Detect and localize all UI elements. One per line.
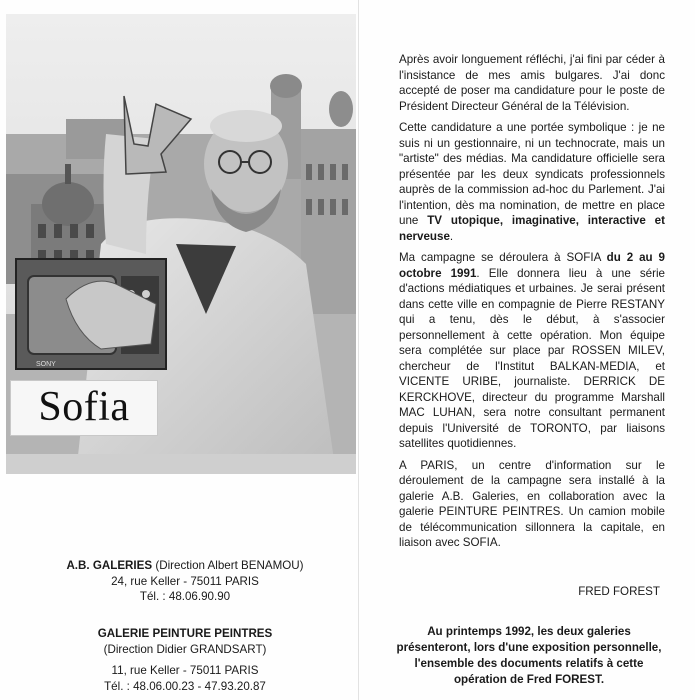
paragraph-paris: A PARIS, un centre d'information sur le déroulement de la campagne sera installé à la galerie A.B. Galeries, en collaboration avec la galerie PEINTURE PEINTRES. Un camion mobile de télécommunication sillonnera la capitale, en liaison avec SOFIA.	[399, 458, 665, 549]
letter-body	[399, 52, 665, 557]
paragraph-text: Cette candidature a une portée symbolique : je ne suis ni un gestionnaire, ni un technocrate, mais un "artiste" des médias. Ma candidature officielle sera présentée par les deux syndicats professionnels auprès de la commission ad-hoc du Parlement. J'ai l'intention, dès ma nomination, de mettre en place une	[399, 121, 665, 227]
paragraph-decision: Après avoir longuement réfléchi, j'ai fini par céder à l'insistance de mes amis bulgares. J'ai donc accepté de poser ma candidature pour le poste de Président Directeur Général de la Télévision.	[399, 53, 665, 113]
paragraph-candidature	[399, 120, 665, 244]
gallery-phone: Tél. : 48.06.90.90	[139, 590, 231, 603]
gallery-name: GALERIE PEINTURE PEINTRES	[97, 627, 273, 640]
gallery-phone: Tél. : 48.06.00.23 - 47.93.20.87	[104, 679, 266, 693]
gallery-direction: (Direction Albert BENAMOU)	[155, 559, 304, 572]
paragraph-text: Ma campagne se déroulera à SOFIA	[399, 251, 607, 264]
paragraph-text: . Elle donnera lieu à une série d'actions médiatiques et urbaines. Je serai présent dans cette ville en compagnie de Pierre RESTANY qui a tenu, dès le début, à s'associer personnellement à cette opération. Mon équipe sera complétée sur place par ROSSEN MILEV, chercheur de l'Institut BALKAN-MEDIA, et VICENTE URIBE, journaliste. DERRICK DE KERCKHOVE, directeur du programme Marshall MAC LUHAN, sera notre consultant permanent depuis l'Université de TORONTO, par liaisons satellites quotidiennes.	[399, 266, 665, 450]
paragraph-campaign	[399, 250, 665, 452]
page-fold	[358, 0, 359, 700]
gallery-address: 24, rue Keller - 75011 PARIS	[111, 574, 259, 588]
gallery-direction: (Direction Didier GRANDSART)	[103, 642, 267, 656]
paragraph-emphasis: TV utopique, imaginative, interactive et nerveuse	[399, 214, 665, 243]
paragraph-emphasis: du 2 au 9 octobre 1991	[399, 251, 665, 280]
gallery-address: 11, rue Keller - 75011 PARIS	[111, 664, 259, 677]
paragraph-end: .	[449, 229, 454, 243]
gallery-block-2	[60, 626, 310, 694]
closing-announcement: Au printemps 1992, les deux galeries présenteront, lors d'une exposition personnelle, l'ensemble des documents relatifs à cette opération de Fred FOREST.	[396, 625, 662, 686]
gallery-block-1	[60, 558, 310, 605]
sofia-sign: Sofia	[10, 380, 158, 436]
tv-brand-label: SONY	[36, 361, 56, 368]
gallery-name: A.B. GALERIES	[66, 559, 153, 572]
signature: FRED FOREST	[578, 585, 660, 598]
